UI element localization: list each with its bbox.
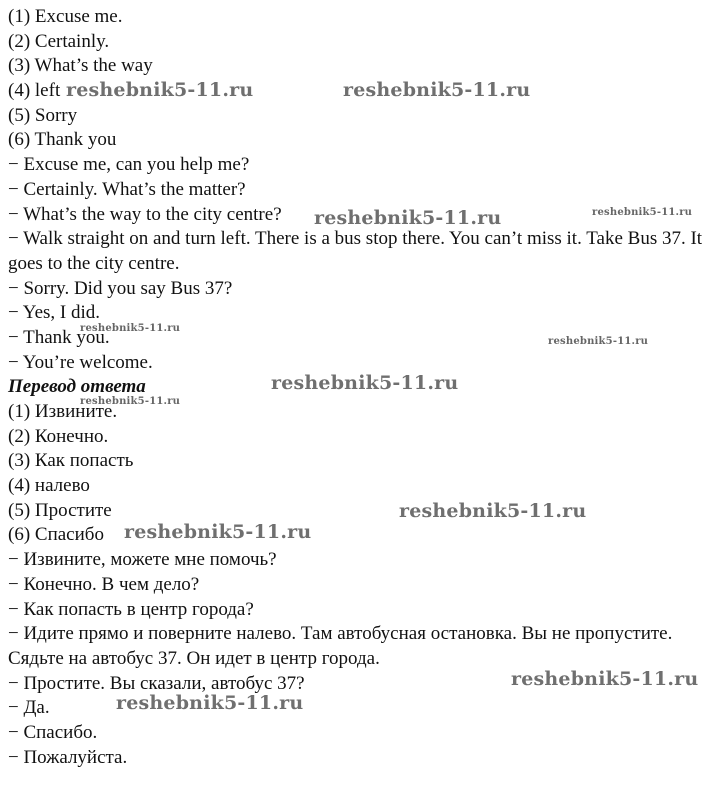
translation-dialogue-line-7: − Спасибо. (8, 722, 98, 743)
translation-dialogue-line-4: − Идите прямо и поверните налево. Там автобусная остановка. Вы не пропустите. Сядьте на автобус 37. Он идет в центр города. (8, 623, 673, 669)
watermark-text: reshebnik5-11.ru (314, 207, 502, 229)
dialogue-line-7: − Thank you. (8, 326, 110, 348)
watermark-text: reshebnik5-11.ru (343, 79, 531, 101)
translation-answer-line-6: (6) Спасибо (8, 524, 104, 546)
answer-line-5: (5) Sorry (8, 104, 78, 126)
translation-answer-line-3: (3) Как попасть (8, 450, 134, 472)
translation-dialogue-line-3: − Как попасть в центр города? (8, 598, 254, 620)
watermark-text: reshebnik5-11.ru (80, 396, 181, 407)
watermark-text: reshebnik5-11.ru (271, 372, 459, 394)
answer-line-4: (4) left (8, 80, 61, 102)
answer-line-1: (1) Excuse me. (8, 6, 123, 27)
answer-line-6: (6) Thank you (8, 129, 117, 151)
watermark-text: reshebnik5-11.ru (124, 521, 312, 543)
translation-heading: Перевод ответа (8, 376, 146, 398)
dialogue-line-2: − Certainly. What’s the matter? (8, 178, 246, 200)
dialogue-line-8: − You’re welcome. (8, 351, 153, 373)
dialogue-line-1: − Excuse me, can you help me? (8, 154, 250, 176)
dialogue-line-4: − Walk straight on and turn left. There is a bus stop there. You can’t miss it. Take Bus 37. It goes to the city centre. (8, 228, 703, 274)
dialogue-line-6: − Yes, I did. (8, 302, 101, 324)
watermark-text: reshebnik5-11.ru (80, 323, 181, 334)
dialogue-line-5: − Sorry. Did you say Bus 37? (8, 277, 233, 299)
translation-answer-line-2: (2) Конечно. (8, 425, 109, 447)
answer-line-3: (3) What’s the way (8, 55, 153, 77)
translation-answer-line-5: (5) Простите (8, 499, 112, 521)
translation-dialogue-line-1: − Извините, можете мне помочь? (8, 549, 277, 571)
watermark-text: reshebnik5-11.ru (592, 207, 693, 218)
translation-dialogue-line-8: − Пожалуйста. (8, 746, 128, 768)
translation-dialogue-line-6: − Да. (8, 697, 50, 719)
translation-dialogue-line-2: − Конечно. В чем дело? (8, 573, 200, 595)
watermark-text: reshebnik5-11.ru (116, 692, 304, 714)
translation-answer-line-1: (1) Извините. (8, 401, 118, 423)
watermark-text: reshebnik5-11.ru (548, 336, 649, 347)
watermark-text: reshebnik5-11.ru (511, 668, 699, 690)
watermark-text: reshebnik5-11.ru (399, 500, 587, 522)
answer-line-2: (2) Certainly. (8, 30, 110, 52)
dialogue-line-3: − What’s the way to the city centre? (8, 203, 282, 225)
translation-dialogue-line-5: − Простите. Вы сказали, автобус 37? (8, 672, 305, 694)
watermark-text: reshebnik5-11.ru (66, 79, 254, 101)
translation-answer-line-4: (4) налево (8, 475, 90, 497)
